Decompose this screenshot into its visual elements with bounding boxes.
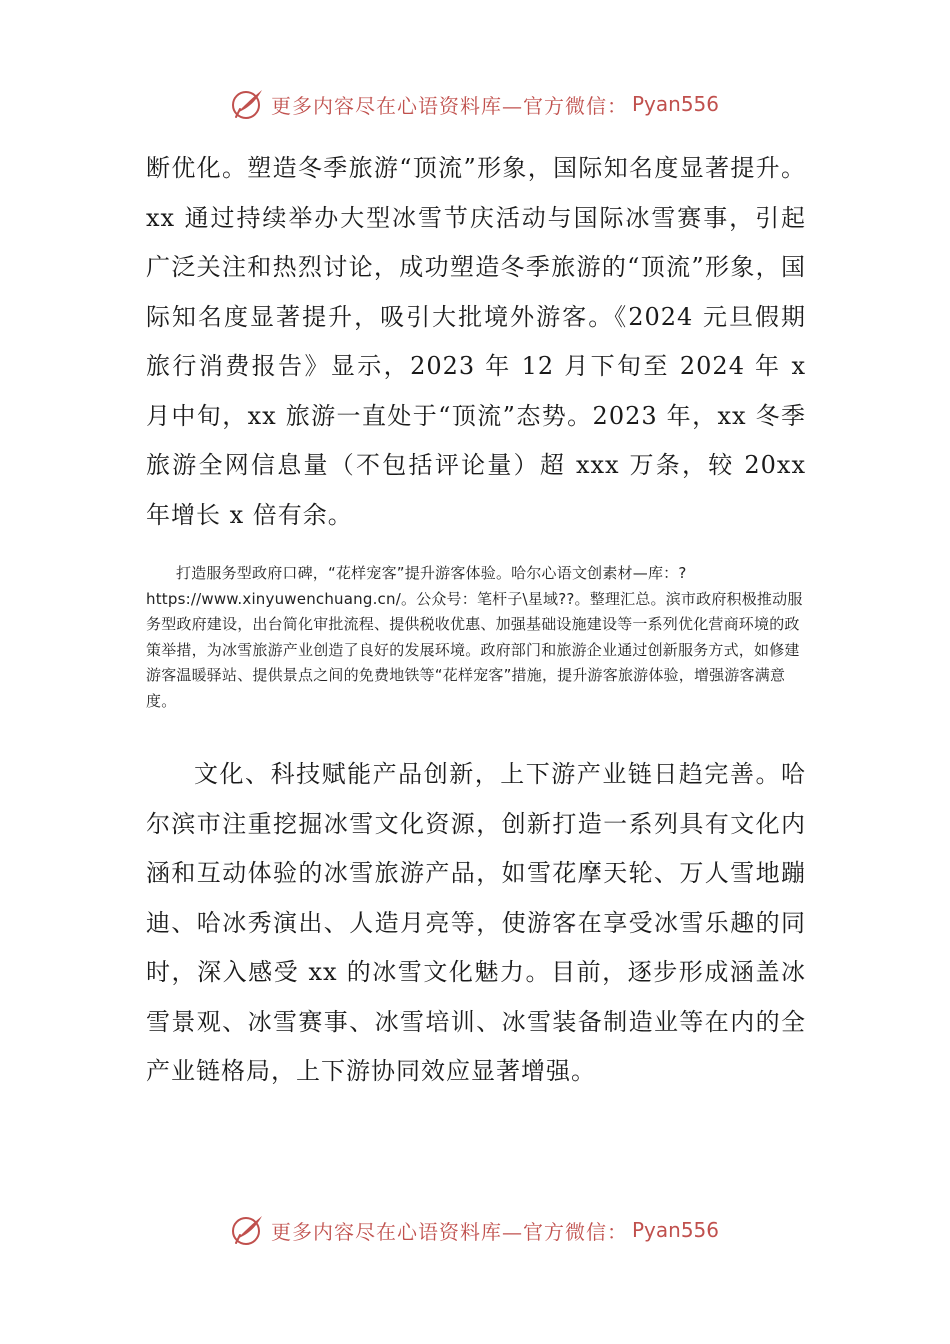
body-paragraph-3: 文化、科技赋能产品创新，上下游产业链日趋完善。哈尔滨市注重挖掘冰雪文化资源，创新打造一系列具有文化内涵和互动体验的冰雪旅游产品，如雪花摩天轮、万人雪地蹦迪、哈冰秀演出、人造月亮等，使游客在享受冰雪乐趣的同时，深入感受 xx 的冰雪文化魅力。目前，逐步形成涵盖冰雪景观、冰雪赛事、冰雪培训、冰雪装备制造业等在内的全产业链格局，上下游协同效应显著增强。 — [146, 760, 806, 1085]
header-wechat-id: Pyan556 — [631, 92, 719, 116]
body-paragraph-1: 断优化。塑造冬季旅游“顶流”形象，国际知名度显著提升。xx 通过持续举办大型冰雪节庆活动与国际冰雪赛事，引起广泛关注和热烈讨论，成功塑造冬季旅游的“顶流”形象，国际知名度显著提升，吸引大批境外游客。《2024 元旦假期旅行消费报告》显示，2023 年 12 月下旬至 2024 年 x 月中旬，xx 旅游一直处于“顶流”态势。2023 年，xx 冬季旅游全网信息量（不包括评论量）超 xxx 万条，较 20xx 年增长 x 倍有余。 — [146, 154, 806, 529]
body-paragraph-2: 打造服务型政府口碑，“花样宠客”提升游客体验。哈尔心语文创素材—库：?https://www.xinyuwenchuang.cn/。公众号：笔杆子\星域??。整理汇总。滨市政府积极推动服务型政府建设，出台简化审批流程、提供税收优惠、加强基础设施建设等一系列优化营商环境的政策举措，为冰雪旅游产业创造了良好的发展环境。政府部门和旅游企业通过创新服务方式，如修建游客温暖驿站、提供景点之间的免费地铁等“花样宠客”措施，提升游客旅游体验，增强游客满意度。 — [146, 564, 803, 710]
footer-banner — [0, 1210, 950, 1250]
footer-banner-text: 更多内容尽在心语资料库—官方微信： — [270, 1219, 628, 1244]
quill-logo-icon — [231, 1213, 265, 1247]
quill-logo-icon — [231, 87, 265, 121]
header-banner-text: 更多内容尽在心语资料库—官方微信： — [270, 93, 628, 118]
header-banner — [0, 84, 950, 124]
footer-wechat-id: Pyan556 — [631, 1218, 719, 1242]
